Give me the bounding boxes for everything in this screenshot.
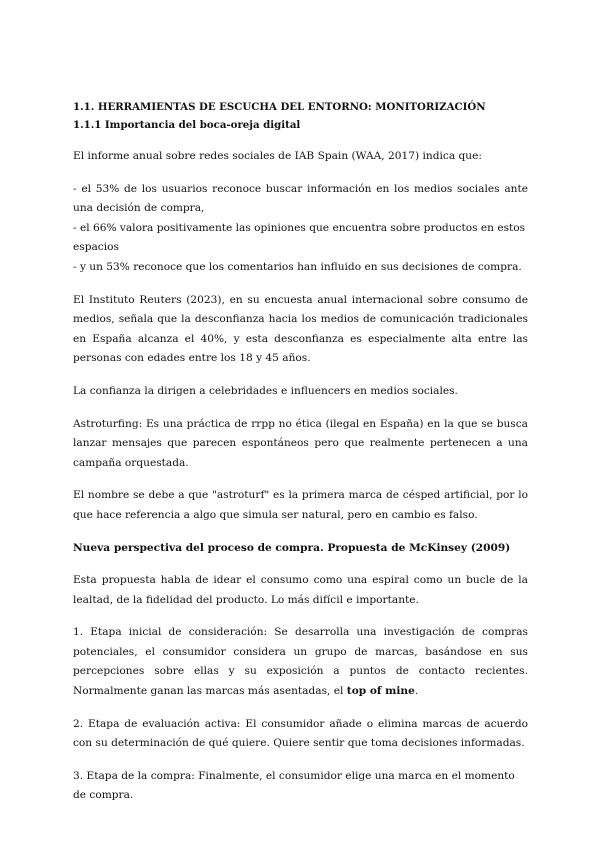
list-item: - el 66% valora positivamente las opiniones que encuentra sobre productos en estos espacios — [73, 221, 526, 254]
confianza-paragraph: La confianza la dirigen a celebridades e influencers en medios sociales. — [73, 384, 458, 397]
intro-paragraph: El informe anual sobre redes sociales de IAB Spain (WAA, 2017) indica que: — [73, 150, 482, 162]
list-item: - el 53% de los usuarios reconoce buscar información en los medios sociales ante una decisión de compra, — [73, 182, 528, 215]
mckinsey-title: Nueva perspectiva del proceso de compra. Propuesta de McKinsey (2009) — [73, 541, 511, 554]
statistics-list — [73, 180, 528, 278]
stage-1-bold-term: top of mine — [346, 685, 415, 698]
stage-1-paragraph — [73, 623, 528, 701]
subsection-heading: 1.1.1 Importancia del boca-oreja digital — [73, 119, 301, 131]
stage-2-paragraph: 2. Etapa de evaluación activa: El consumidor añade o elimina marcas de acuerdo con su determinación de qué quiere. Quiere sentir que toma decisiones informadas. — [73, 717, 528, 750]
reuters-paragraph: El Instituto Reuters (2023), en su encuesta anual internacional sobre consumo de medios, señala que la desconfianza hacia los medios de comunicación tradicionales en España alcanza el 40%, y esta desconfianza es especialmente alta entre las personas con edades entre los 18 y 45 años. — [73, 293, 528, 365]
nombre-paragraph: El nombre se debe a que "astroturf" es la primera marca de césped artificial, por lo que hace referencia a algo que simula ser natural, pero en cambio es falso. — [73, 489, 528, 521]
stage-3-paragraph: 3. Etapa de la compra: Finalmente, el consumidor elige una marca en el momento de compra. — [73, 769, 515, 802]
astroturfing-paragraph: Astroturfing: Es una práctica de rrpp no ética (ilegal en España) en la que se busca lanzar mensajes que parecen espontáneos pero que realmente pertenecen a una campaña orquestada. — [73, 417, 528, 469]
section-heading: 1.1. HERRAMIENTAS DE ESCUCHA DEL ENTORNO: MONITORIZACIÓN — [73, 101, 486, 113]
stage-1-end: . — [414, 685, 419, 698]
stage-1-text: 1. Etapa inicial de consideración: Se desarrolla una investigación de compras potenciales, el consumidor considera un grupo de marcas, basándose en sus percepciones sobre ellas y su exposición a puntos de contacto recientes. Normalmente ganan las marcas más asentadas, el — [73, 626, 528, 698]
mckinsey-intro-paragraph: Esta propuesta habla de idear el consumo como una espiral como un bucle de la lealtad, de la fidelidad del producto. Lo más difícil e importante. — [73, 574, 528, 606]
list-item: - y un 53% reconoce que los comentarios han influido en sus decisiones de compra. — [73, 260, 522, 273]
document-page — [73, 98, 528, 819]
